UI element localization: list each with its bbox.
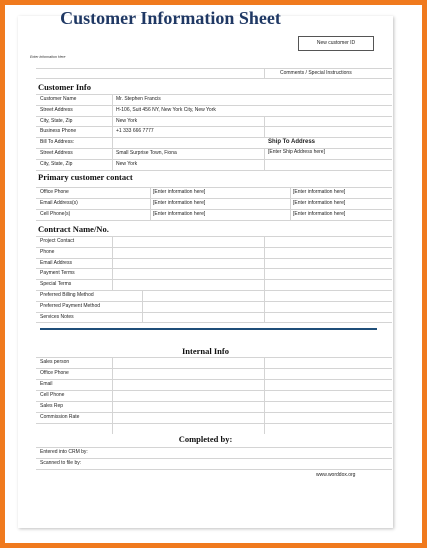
ship-to-heading: Ship To Address xyxy=(268,139,316,145)
internal-field-label: Office Phone xyxy=(40,370,69,376)
section-divider xyxy=(40,328,377,330)
enter-info-note: Enter Information Here xyxy=(30,55,66,59)
contact-field-input[interactable]: [Enter information here] xyxy=(153,211,206,217)
contract-heading: Contract Name/No. xyxy=(38,224,109,234)
customer-field-label: Business Phone xyxy=(40,128,77,135)
customer-info-heading: Customer Info xyxy=(38,82,91,92)
contract-field-label: Preferred Payment Method xyxy=(40,302,101,309)
customer-field-label: Customer Name xyxy=(40,96,77,102)
customer-field-label: Street Address xyxy=(40,150,73,156)
contact-field-input[interactable]: [Enter information here] xyxy=(153,189,206,195)
contact-field-input[interactable]: [Enter information here] xyxy=(153,200,206,206)
customer-field-label: City, State, Zip xyxy=(40,117,73,124)
customer-field-value[interactable]: +1 333 666 7777 xyxy=(116,128,154,135)
contact-field-label: Office Phone xyxy=(40,189,69,195)
customer-field-value[interactable]: Mr. Stephen Francis xyxy=(116,96,161,102)
customer-field-label: Street Address xyxy=(40,106,73,113)
contract-field-label: Email Address xyxy=(40,259,72,266)
contract-field-label: Services Notes xyxy=(40,313,74,320)
completed-by-heading: Completed by: xyxy=(178,434,233,444)
customer-field-value[interactable]: New York xyxy=(116,117,138,124)
contract-field-label: Phone xyxy=(40,248,55,255)
completed-field-label: Scanned to file by: xyxy=(40,460,82,466)
customer-field-value[interactable]: New York xyxy=(116,160,138,167)
contact-field-input[interactable]: [Enter information here] xyxy=(293,211,346,217)
page-title: Customer Information Sheet xyxy=(60,8,281,28)
internal-info-heading: Internal Info xyxy=(182,346,229,356)
customer-field-value[interactable]: H-106, Suit 456 NY, New York City, New York xyxy=(116,106,216,113)
contact-field-input[interactable]: [Enter information here] xyxy=(293,189,346,195)
internal-field-label: Sales person xyxy=(40,359,70,365)
contact-field-label: Email Address(s) xyxy=(40,200,78,206)
internal-field-label: Cell Phone xyxy=(40,392,65,398)
contact-field-input[interactable]: [Enter information here] xyxy=(293,200,346,206)
new-customer-id-field[interactable]: New customer ID xyxy=(298,36,374,51)
customer-field-value[interactable]: Small Surprise Town, Fiona xyxy=(116,150,177,156)
ship-to-input[interactable]: [Enter Ship Address here] xyxy=(268,149,325,155)
internal-field-label: Email xyxy=(40,381,53,387)
comments-header: Comments / Special Instructions xyxy=(280,70,352,76)
customer-field-label: City, State, Zip xyxy=(40,160,73,167)
contract-field-label: Project Contact xyxy=(40,238,75,244)
internal-field-label: Sales Rep xyxy=(40,403,64,409)
contact-field-label: Cell Phone(s) xyxy=(40,211,71,217)
contract-field-label: Special Terms xyxy=(40,281,72,288)
internal-field-label: Commission Rate xyxy=(40,414,80,420)
contract-field-label: Payment Terms xyxy=(40,270,75,277)
primary-contact-heading: Primary customer contact xyxy=(38,172,133,182)
footer-url: www.worddox.org xyxy=(316,472,356,478)
customer-field-label: Bill To Address: xyxy=(40,139,75,146)
completed-field-label: Entered into CRM by: xyxy=(40,449,88,455)
contract-field-label: Preferred Billing Method xyxy=(40,292,94,298)
